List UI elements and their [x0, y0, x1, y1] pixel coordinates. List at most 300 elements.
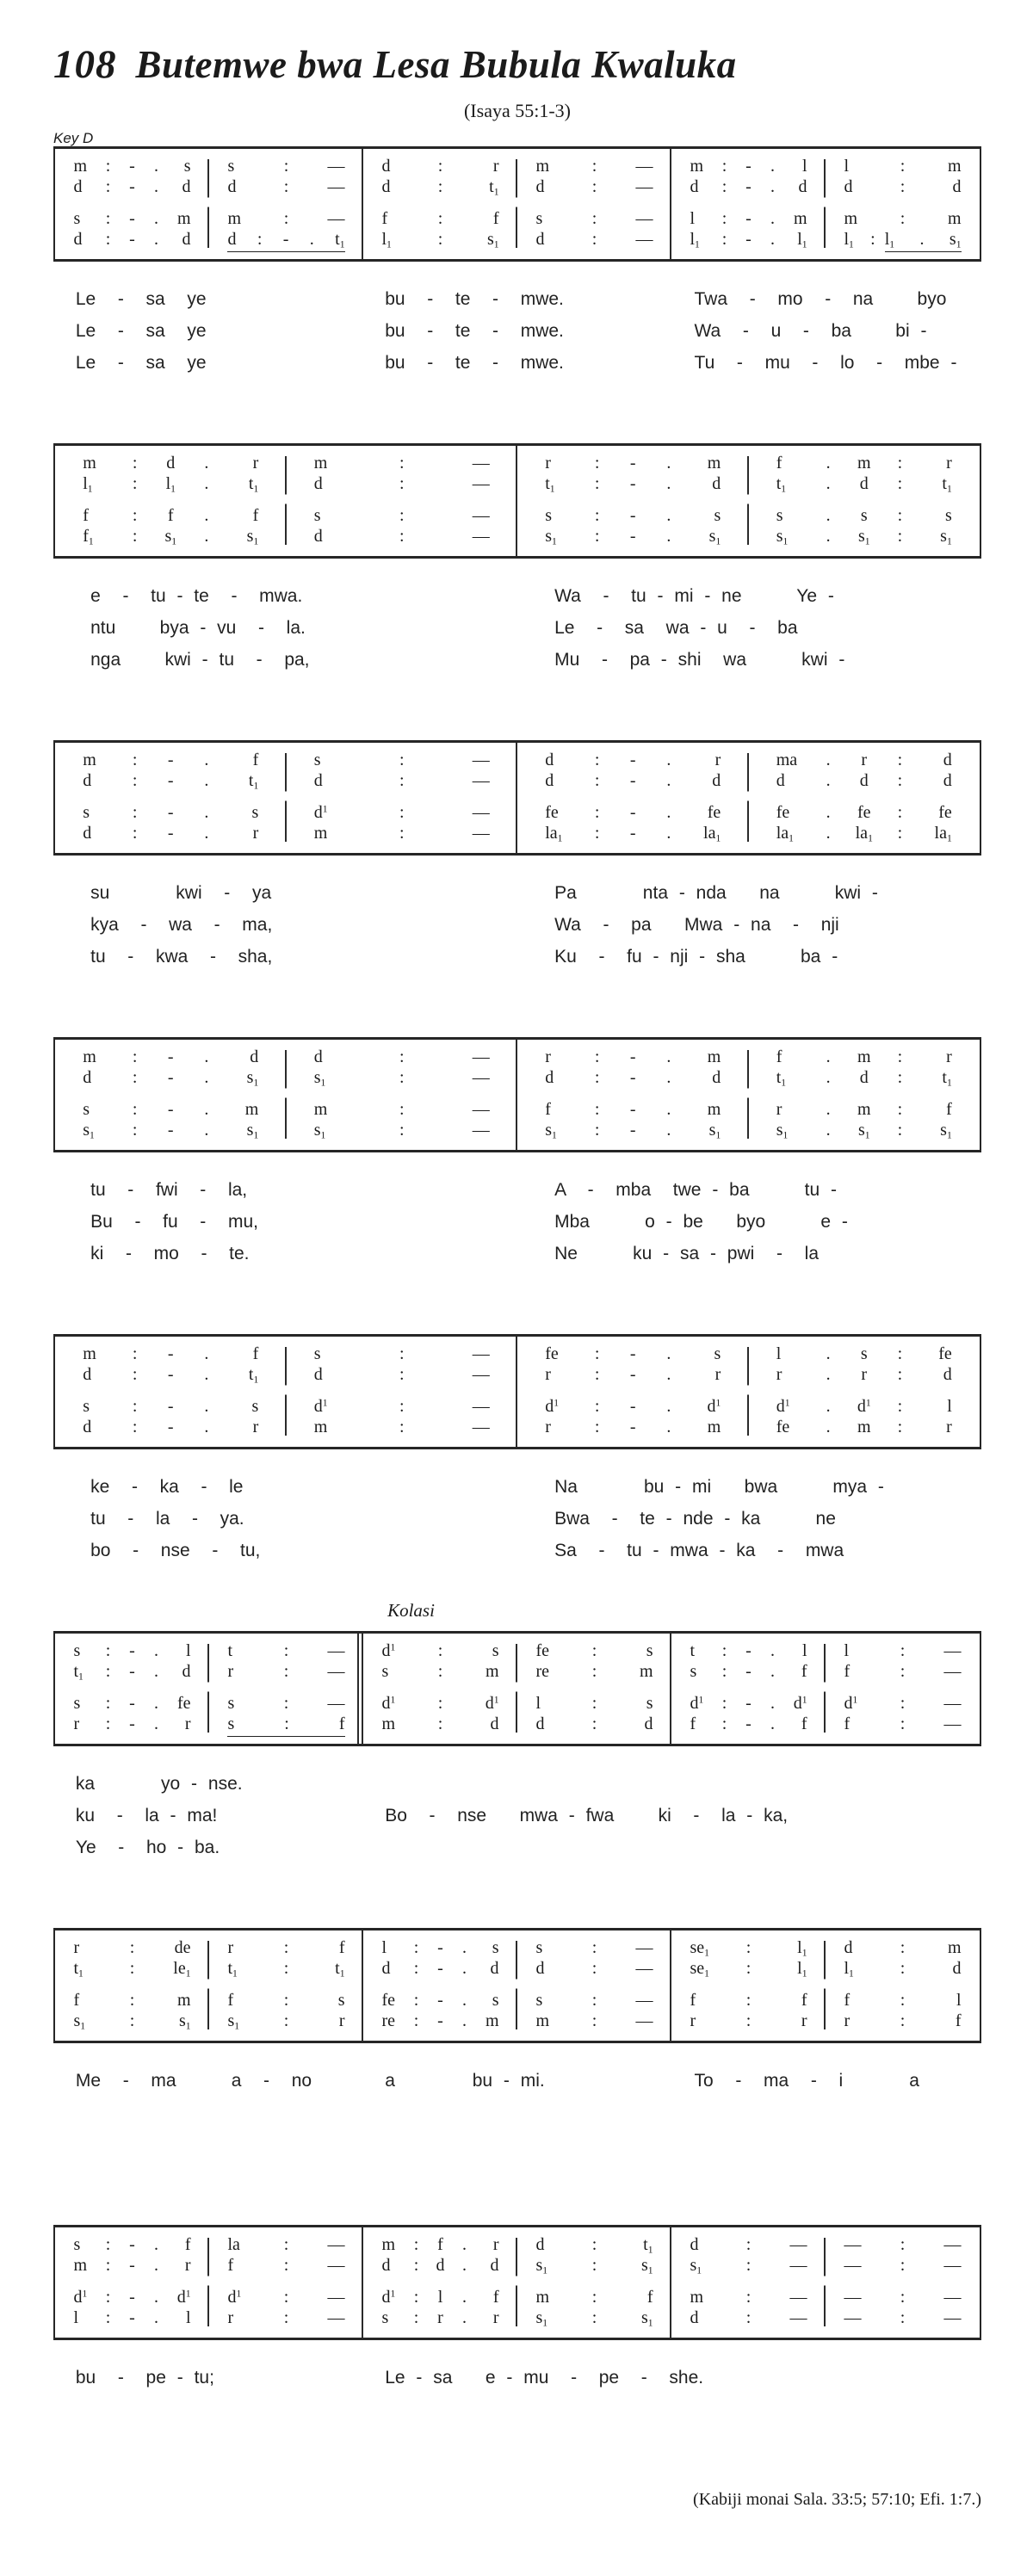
- note-token: :: [283, 2256, 289, 2275]
- note-token: $s_1$: [776, 527, 789, 547]
- note-token: —: [327, 2288, 345, 2307]
- lyrics-block: [53, 283, 981, 379]
- note-token: r: [227, 2308, 234, 2327]
- note-token: —: [472, 1418, 490, 1436]
- note-token: -: [167, 771, 174, 790]
- note-token: $t_1$: [227, 1959, 238, 1980]
- note-token: —: [635, 1991, 653, 2010]
- note-token: :: [283, 2235, 289, 2254]
- note-line: [209, 156, 363, 176]
- note-token: .: [826, 771, 831, 790]
- lyric-segment: bu - te - mwe.: [385, 353, 564, 373]
- note-token: r: [545, 454, 551, 473]
- note-token: .: [204, 1418, 209, 1436]
- note-token: .: [770, 1662, 776, 1681]
- note-token: s: [492, 1938, 499, 1957]
- measure: [209, 1937, 363, 2031]
- note-line: [671, 1640, 826, 1661]
- note-token: -: [629, 1047, 636, 1066]
- note-token: —: [789, 2235, 807, 2254]
- note-token: :: [105, 177, 111, 196]
- note-token: $s_1$: [246, 1121, 259, 1141]
- lyrics-block: [53, 2362, 981, 2394]
- note-token: s: [73, 209, 81, 228]
- note-token: :: [721, 1714, 727, 1733]
- note-token: d: [644, 1714, 653, 1733]
- system-box: [53, 2225, 981, 2340]
- note-token: m: [381, 2235, 396, 2254]
- note-token: f: [844, 1662, 851, 1681]
- note-token: d: [490, 1714, 499, 1733]
- note-token: r: [227, 1938, 234, 1957]
- note-token: m: [485, 2011, 499, 2030]
- lyric-line: [53, 1768, 981, 1800]
- note-token: $t_1$: [335, 1959, 345, 1980]
- measure: [363, 1640, 517, 1734]
- note-line: [287, 1364, 518, 1385]
- note-token: $d^1$: [545, 1397, 560, 1416]
- note-token: .: [826, 1121, 831, 1140]
- note-token: m: [690, 157, 704, 176]
- note-line: [209, 2307, 363, 2328]
- note-token: .: [770, 230, 776, 249]
- note-token: .: [666, 751, 671, 769]
- note-token: $s_1$: [178, 2011, 191, 2032]
- note-token: .: [666, 824, 671, 843]
- note-token: :: [132, 1100, 138, 1119]
- measure: [671, 156, 826, 250]
- note-token: d: [943, 771, 952, 790]
- note-token: d: [182, 230, 191, 249]
- measure: [517, 1937, 671, 2031]
- measure: [55, 1344, 287, 1437]
- note-token: r: [492, 157, 499, 176]
- note-token: d: [313, 771, 323, 790]
- note-line: [826, 2307, 980, 2328]
- measure: [826, 156, 980, 250]
- note-token: :: [413, 2256, 419, 2275]
- note-token: .: [154, 209, 159, 228]
- measure: [363, 1937, 517, 2031]
- lyric-line: [53, 1174, 981, 1206]
- note-token: —: [327, 1662, 345, 1681]
- note-token: d: [227, 230, 237, 249]
- note-token: l: [690, 209, 696, 228]
- note-line: [517, 770, 749, 791]
- note-token: ma: [776, 751, 798, 769]
- note-token: s: [646, 1694, 653, 1713]
- note-token: $d^1$: [381, 2288, 396, 2307]
- note-token: s: [227, 157, 235, 176]
- note-token: l: [801, 157, 807, 176]
- slur-group: [885, 229, 962, 252]
- note-line: [517, 473, 749, 494]
- note-token: $l_1$: [844, 1959, 854, 1980]
- note-token: r: [73, 1938, 80, 1957]
- note-token: :: [105, 157, 111, 176]
- note-line: [517, 2255, 671, 2276]
- note-line: [671, 208, 826, 229]
- note-token: $l_1$: [690, 230, 700, 250]
- note-token: -: [129, 2288, 135, 2307]
- measure: [55, 2234, 209, 2328]
- measure: [517, 750, 749, 843]
- note-token: m: [947, 209, 962, 228]
- note-token: :: [132, 803, 138, 822]
- note-token: m: [857, 1047, 871, 1066]
- note-token: .: [204, 454, 209, 473]
- lyric-segment: nga kwi - tu - pa,: [90, 650, 310, 670]
- note-line: [363, 229, 517, 250]
- lyric-segment: bu - te - mwe.: [385, 321, 564, 341]
- note-token: :: [105, 1641, 111, 1660]
- note-token: :: [870, 230, 875, 249]
- measure: [517, 1344, 749, 1437]
- lyric-segment: Na bu - mi bwa mya -: [554, 1477, 884, 1497]
- note-token: —: [844, 2256, 862, 2275]
- note-token: d: [83, 1418, 92, 1436]
- note-token: m: [947, 157, 962, 176]
- lyric-line: [53, 580, 981, 612]
- note-token: f: [381, 209, 388, 228]
- note-token: :: [105, 1694, 111, 1713]
- note-token: —: [472, 1344, 490, 1363]
- note-token: :: [594, 527, 600, 546]
- note-token: m: [176, 209, 191, 228]
- note-token: :: [594, 1047, 600, 1066]
- note-token: -: [129, 2256, 135, 2275]
- note-token: -: [745, 1641, 752, 1660]
- note-token: $la_1$: [934, 824, 952, 844]
- note-token: d: [943, 751, 952, 769]
- note-token: $d^1$: [176, 2288, 191, 2307]
- note-line: [363, 1661, 517, 1682]
- note-token: :: [591, 1641, 597, 1660]
- note-line: [363, 2287, 517, 2307]
- note-token: l: [776, 1344, 782, 1363]
- lyric-segment: ka yo - nse.: [75, 1774, 243, 1794]
- note-token: s: [83, 803, 90, 822]
- note-token: $t_1$: [248, 474, 259, 495]
- note-token: d: [859, 771, 869, 790]
- note-line: [749, 770, 980, 791]
- note-token: :: [105, 2235, 111, 2254]
- note-token: —: [327, 209, 345, 228]
- note-token: l: [956, 1991, 962, 2010]
- note-token: d: [250, 1047, 259, 1066]
- measure: [209, 1640, 363, 1734]
- note-token: :: [399, 824, 405, 843]
- note-token: fe: [545, 1344, 559, 1363]
- note-token: :: [745, 2256, 752, 2275]
- note-line: [826, 1937, 980, 1958]
- lyric-segment: [672, 2362, 981, 2394]
- note-line: [517, 2234, 671, 2255]
- note-token: -: [745, 1714, 752, 1733]
- note-token: m: [857, 1418, 871, 1436]
- note-token: $la_1$: [855, 824, 873, 844]
- note-line: [55, 1417, 287, 1437]
- note-line: [287, 1047, 518, 1067]
- note-token: -: [629, 803, 636, 822]
- note-token: .: [770, 1694, 776, 1713]
- note-token: .: [666, 506, 671, 525]
- lyric-segment: Twa - mo - na byo: [694, 289, 947, 309]
- note-token: $s_1$: [640, 2308, 653, 2329]
- lyric-line: [53, 877, 981, 909]
- note-token: :: [591, 2256, 597, 2275]
- note-line: [671, 156, 826, 176]
- lyric-line: [53, 612, 981, 644]
- system-box: [53, 1037, 981, 1152]
- note-token: :: [745, 2308, 752, 2327]
- note-token: $s_1$: [545, 527, 557, 547]
- measure: [55, 453, 287, 547]
- note-token: $s_1$: [708, 1121, 721, 1141]
- note-line: [209, 1990, 363, 2011]
- note-token: —: [327, 2235, 345, 2254]
- note-token: —: [943, 2235, 962, 2254]
- note-line: [517, 2011, 671, 2031]
- measure: [363, 2234, 517, 2328]
- note-token: :: [129, 1991, 135, 2010]
- lyric-line: [53, 347, 981, 379]
- lyric-segment: Bu - fu - mu,: [90, 1212, 258, 1232]
- note-token: $la_1$: [776, 824, 794, 844]
- note-line: [55, 1396, 287, 1417]
- note-token: $s_1$: [776, 1121, 789, 1141]
- note-token: m: [535, 2011, 550, 2030]
- note-token: .: [826, 803, 831, 822]
- note-token: :: [132, 454, 138, 473]
- note-token: -: [282, 230, 289, 249]
- lyric-segment: [362, 1832, 671, 1863]
- note-token: m: [83, 454, 96, 473]
- note-token: re: [381, 2011, 396, 2030]
- note-token: :: [413, 2011, 419, 2030]
- scripture-reference: (Isaya 55:1-3): [463, 100, 571, 121]
- note-token: s: [860, 506, 868, 525]
- note-token: $t_1$: [643, 2235, 653, 2256]
- note-token: :: [594, 1121, 600, 1140]
- note-token: l: [437, 2288, 443, 2307]
- note-token: :: [900, 2308, 906, 2327]
- note-token: .: [826, 1418, 831, 1436]
- note-token: -: [629, 771, 636, 790]
- note-token: $s_1$: [164, 527, 177, 547]
- note-token: t: [227, 1641, 233, 1660]
- note-line: [287, 1396, 518, 1417]
- measure: [287, 453, 518, 547]
- note-token: $t_1$: [776, 1068, 787, 1089]
- note-line: [826, 1714, 980, 1734]
- note-token: $s_1$: [640, 2256, 653, 2276]
- note-token: .: [666, 474, 671, 493]
- lyric-segment: Le - sa wa - u - ba: [554, 618, 798, 638]
- note-token: :: [399, 474, 405, 493]
- note-line: [671, 1693, 826, 1714]
- note-token: s: [776, 506, 783, 525]
- note-token: :: [900, 2256, 906, 2275]
- note-token: -: [629, 474, 636, 493]
- note-token: r: [437, 2308, 443, 2327]
- note-token: $se_1$: [690, 1959, 709, 1980]
- note-token: $la_1$: [545, 824, 563, 844]
- lyric-segment: bu - pe - tu;: [75, 2368, 214, 2388]
- note-line: [55, 1120, 287, 1140]
- note-line: [826, 2255, 980, 2276]
- measure: [517, 2234, 671, 2328]
- note-token: $t_1$: [335, 230, 345, 250]
- note-token: :: [897, 1121, 903, 1140]
- note-token: —: [635, 157, 653, 176]
- note-token: .: [462, 2288, 467, 2307]
- measure: [55, 750, 287, 843]
- note-token: :: [591, 177, 597, 196]
- note-token: r: [545, 1047, 551, 1066]
- note-token: —: [943, 1641, 962, 1660]
- note-line: [363, 156, 517, 176]
- note-token: -: [629, 1121, 636, 1140]
- note-token: -: [167, 1365, 174, 1384]
- note-line: [826, 1661, 980, 1682]
- note-line: [209, 1937, 363, 1958]
- note-line: [55, 2307, 209, 2328]
- note-token: $s_1$: [949, 230, 962, 250]
- note-line: [671, 229, 826, 250]
- note-token: l: [73, 2308, 79, 2327]
- lyric-segment: [362, 1768, 671, 1800]
- note-token: fe: [535, 1641, 550, 1660]
- note-token: m: [313, 454, 328, 473]
- note-token: m: [793, 209, 807, 228]
- note-token: -: [167, 1121, 174, 1140]
- note-token: —: [943, 1714, 962, 1733]
- note-token: :: [897, 506, 903, 525]
- note-token: :: [897, 1068, 903, 1087]
- lyric-segment: tu - fwi - la,: [90, 1180, 248, 1200]
- note-token: $s_1$: [313, 1068, 326, 1089]
- note-line: [55, 156, 209, 176]
- note-token: .: [826, 1344, 831, 1363]
- lyric-segment: A - mba twe - ba tu -: [554, 1180, 838, 1200]
- note-token: -: [629, 824, 636, 843]
- note-line: [671, 2234, 826, 2255]
- note-token: :: [721, 1694, 727, 1713]
- lyric-line: [53, 1535, 981, 1566]
- note-token: s: [381, 1662, 389, 1681]
- note-token: fe: [938, 1344, 952, 1363]
- note-token: .: [826, 474, 831, 493]
- note-token: $la_1$: [703, 824, 721, 844]
- note-line: [55, 1364, 287, 1385]
- note-token: :: [129, 1938, 135, 1957]
- note-token: fe: [938, 803, 952, 822]
- note-token: d: [712, 474, 721, 493]
- note-token: d: [381, 2256, 391, 2275]
- note-token: $s_1$: [486, 230, 499, 250]
- note-token: :: [132, 1418, 138, 1436]
- note-token: f: [955, 2011, 962, 2030]
- note-token: :: [105, 2308, 111, 2327]
- note-token: :: [399, 771, 405, 790]
- note-token: d: [313, 1365, 323, 1384]
- note-token: s: [227, 1694, 235, 1713]
- note-token: :: [594, 1397, 600, 1416]
- note-token: :: [745, 2288, 752, 2307]
- note-token: f: [252, 1344, 259, 1363]
- note-token: r: [861, 751, 868, 769]
- note-token: f: [338, 1938, 345, 1957]
- note-token: :: [399, 1365, 405, 1384]
- note-token: :: [129, 1959, 135, 1978]
- note-token: .: [462, 2308, 467, 2327]
- note-token: —: [635, 209, 653, 228]
- note-token: r: [184, 2256, 191, 2275]
- note-token: .: [462, 2256, 467, 2275]
- note-token: .: [462, 1938, 467, 1957]
- note-token: :: [105, 2256, 111, 2275]
- note-token: l: [801, 1641, 807, 1660]
- note-token: :: [721, 209, 727, 228]
- lyric-segment: Sa - tu - mwa - ka - mwa: [554, 1541, 844, 1560]
- lyric-segment: bo - nse - tu,: [90, 1541, 261, 1560]
- note-line: [749, 1364, 980, 1385]
- note-token: s: [714, 1344, 721, 1363]
- note-line: [826, 2011, 980, 2031]
- note-token: -: [629, 1418, 636, 1436]
- note-token: -: [745, 1694, 752, 1713]
- note-token: :: [413, 2288, 419, 2307]
- note-token: s: [251, 803, 259, 822]
- note-token: .: [309, 230, 314, 249]
- note-token: .: [154, 230, 159, 249]
- note-token: :: [721, 157, 727, 176]
- note-token: d: [490, 2256, 499, 2275]
- note-token: :: [897, 527, 903, 546]
- note-token: r: [545, 1365, 551, 1384]
- note-token: fe: [381, 1991, 396, 2010]
- note-token: —: [327, 1641, 345, 1660]
- lyric-segment: Le - sa ye: [75, 353, 207, 373]
- note-token: -: [629, 454, 636, 473]
- note-token: d: [83, 1068, 92, 1087]
- note-token: $s_1$: [545, 1121, 557, 1141]
- note-token: $s_1$: [73, 2011, 86, 2032]
- note-token: $l_1$: [83, 474, 93, 495]
- note-token: :: [594, 803, 600, 822]
- note-token: :: [721, 1641, 727, 1660]
- note-token: $s_1$: [227, 2011, 240, 2032]
- lyrics-block: [53, 877, 981, 973]
- measure: [517, 453, 749, 547]
- note-line: [209, 229, 363, 250]
- slur-group: [227, 1714, 344, 1737]
- note-token: l: [535, 1694, 541, 1713]
- note-token: :: [132, 1047, 138, 1066]
- lyric-segment: Wa - u - ba bi -: [694, 321, 927, 341]
- note-token: :: [591, 2235, 597, 2254]
- measure: [287, 1344, 518, 1437]
- note-token: :: [594, 771, 600, 790]
- note-token: .: [826, 454, 831, 473]
- note-line: [209, 1640, 363, 1661]
- note-token: —: [472, 506, 490, 525]
- lyric-segment: Pa nta - nda na kwi -: [554, 883, 878, 903]
- note-token: —: [472, 1397, 490, 1416]
- system-box: [53, 443, 981, 559]
- lyrics-block: [53, 1471, 981, 1566]
